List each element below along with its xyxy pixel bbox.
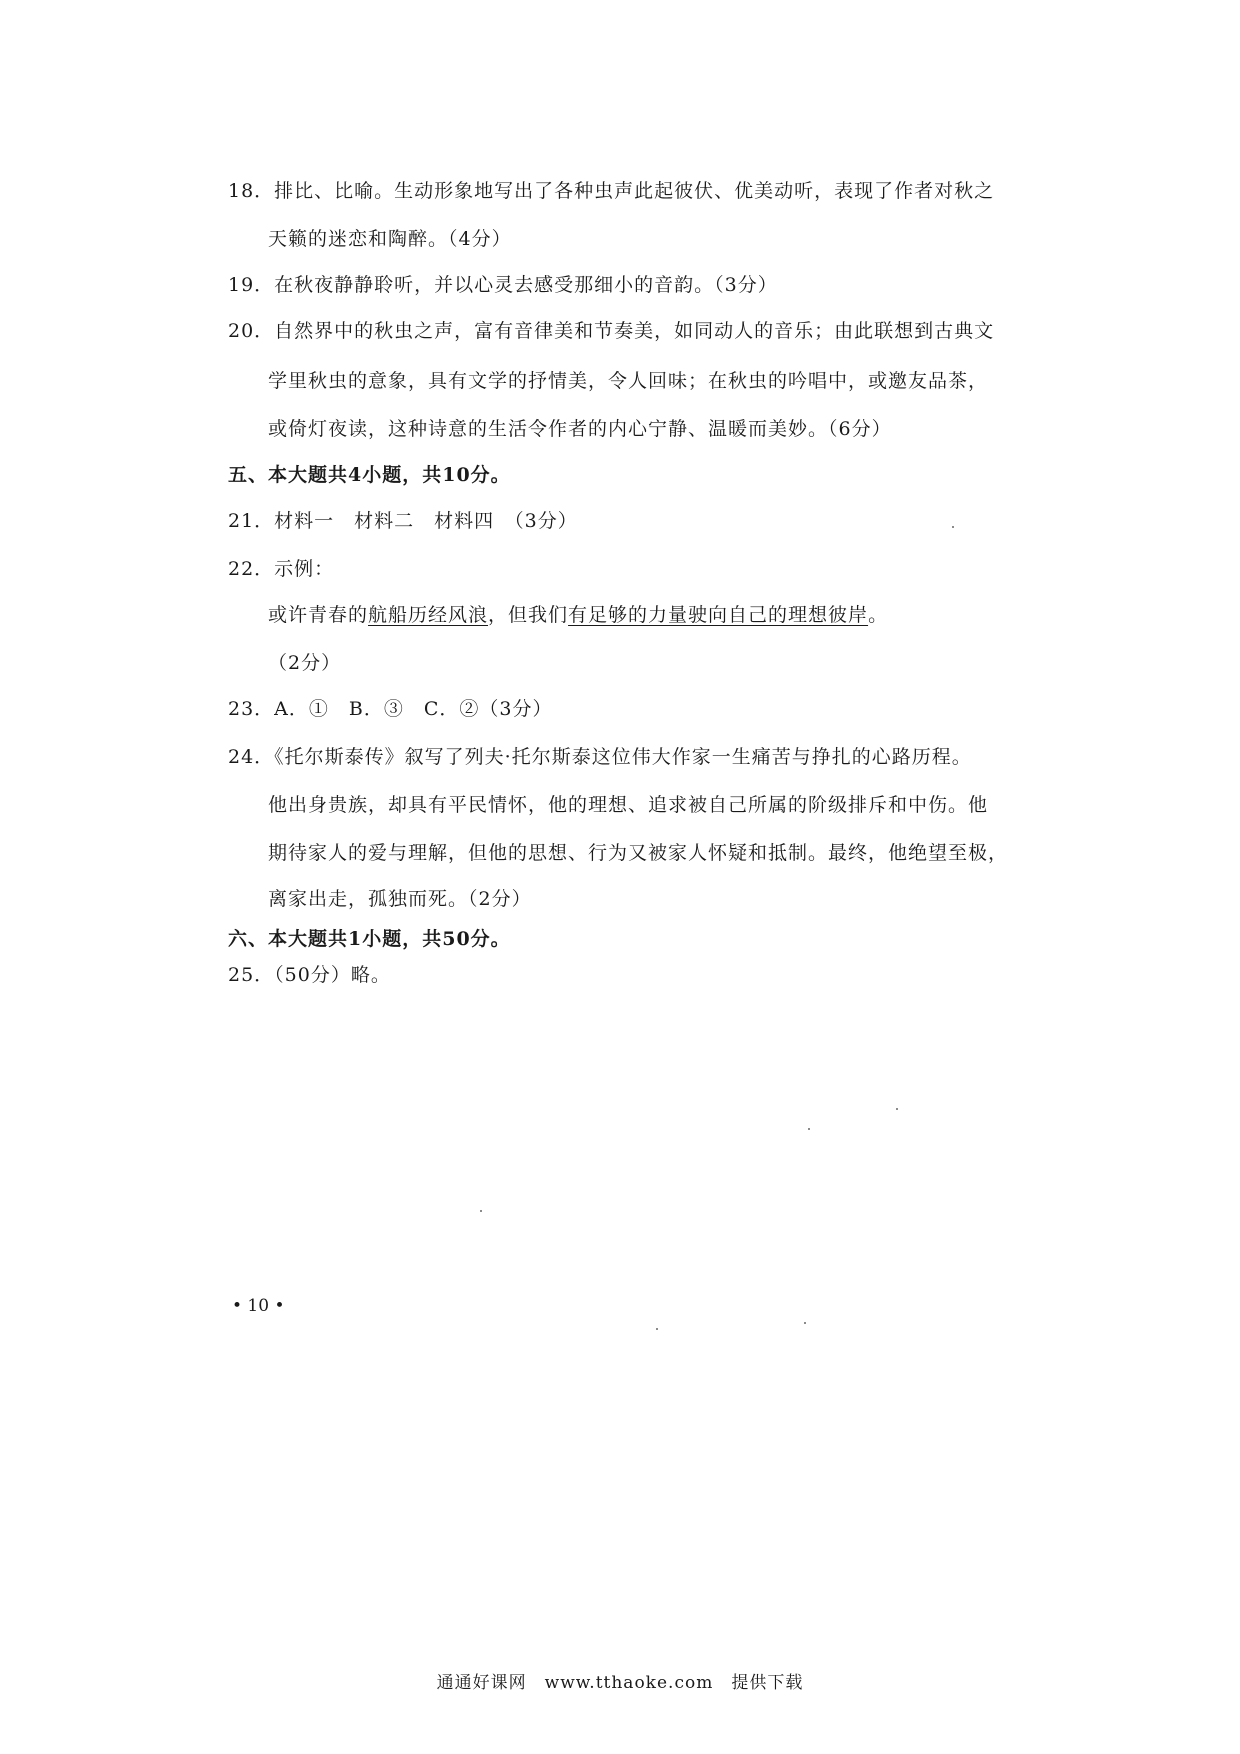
source-footer: 通通好课网 www.tthaoke.com 提供下载 — [436, 1673, 804, 1693]
answer-24-line-4: 离家出走，孤独而死。（2分） — [268, 888, 532, 910]
scan-speck — [804, 1322, 806, 1324]
scan-speck — [808, 1128, 810, 1130]
scan-speck — [480, 1210, 482, 1212]
section-6-heading: 六、本大题共1小题，共50分。 — [228, 928, 511, 950]
answer-22-label: 22．示例： — [228, 558, 335, 580]
answer-22-text-1: 或许青春的 — [268, 604, 369, 626]
answer-20-line-1: 20．自然界中的秋虫之声，富有音律美和节奏美，如同动人的音乐；由此联想到古典文 — [228, 320, 995, 342]
answer-25: 25．（50分）略。 — [228, 964, 391, 986]
answer-22-text-2: ，但我们 — [488, 604, 569, 626]
answer-24-line-2: 他出身贵族，却具有平民情怀，他的理想、追求被自己所属的阶级排斥和中伤。他 — [268, 794, 989, 816]
answer-22-example — [268, 602, 888, 628]
answer-18-line-1: 18．排比、比喻。生动形象地写出了各种虫声此起彼伏、优美动听，表现了作者对秋之 — [228, 180, 995, 202]
answer-20-line-2: 学里秋虫的意象，具有文学的抒情美，令人回味；在秋虫的吟唱中，或邀友品茶， — [268, 370, 989, 392]
answer-22-underlined-2: 有足够的力量驶向自己的理想彼岸 — [568, 604, 869, 626]
answer-22-text-3: 。 — [868, 604, 889, 626]
page-number: • 10 • — [232, 1296, 285, 1316]
section-5-heading: 五、本大题共4小题，共10分。 — [228, 464, 511, 486]
answer-24-line-3: 期待家人的爱与理解，但他的思想、行为又被家人怀疑和抵制。最终，他绝望至极， — [268, 842, 1009, 864]
answer-23: 23．A．① B．③ C．②（3分） — [228, 698, 553, 720]
scan-speck — [952, 526, 954, 528]
scan-speck — [896, 1108, 898, 1110]
answer-22-underlined-1: 航船历经风浪 — [368, 604, 489, 626]
answer-18-line-2: 天籁的迷恋和陶醉。（4分） — [268, 228, 512, 250]
answer-21: 21．材料一 材料二 材料四 （3分） — [228, 510, 578, 532]
answer-20-line-3: 或倚灯夜读，这种诗意的生活令作者的内心宁静、温暖而美妙。（6分） — [268, 418, 892, 440]
answer-24-line-1: 24．《托尔斯泰传》叙写了列夫·托尔斯泰这位伟大作家一生痛苦与挣扎的心路历程。 — [228, 746, 972, 768]
answer-19: 19．在秋夜静静聆听，并以心灵去感受那细小的音韵。（3分） — [228, 274, 778, 296]
answer-22-score: （2分） — [268, 652, 342, 674]
scan-speck — [656, 1328, 658, 1330]
